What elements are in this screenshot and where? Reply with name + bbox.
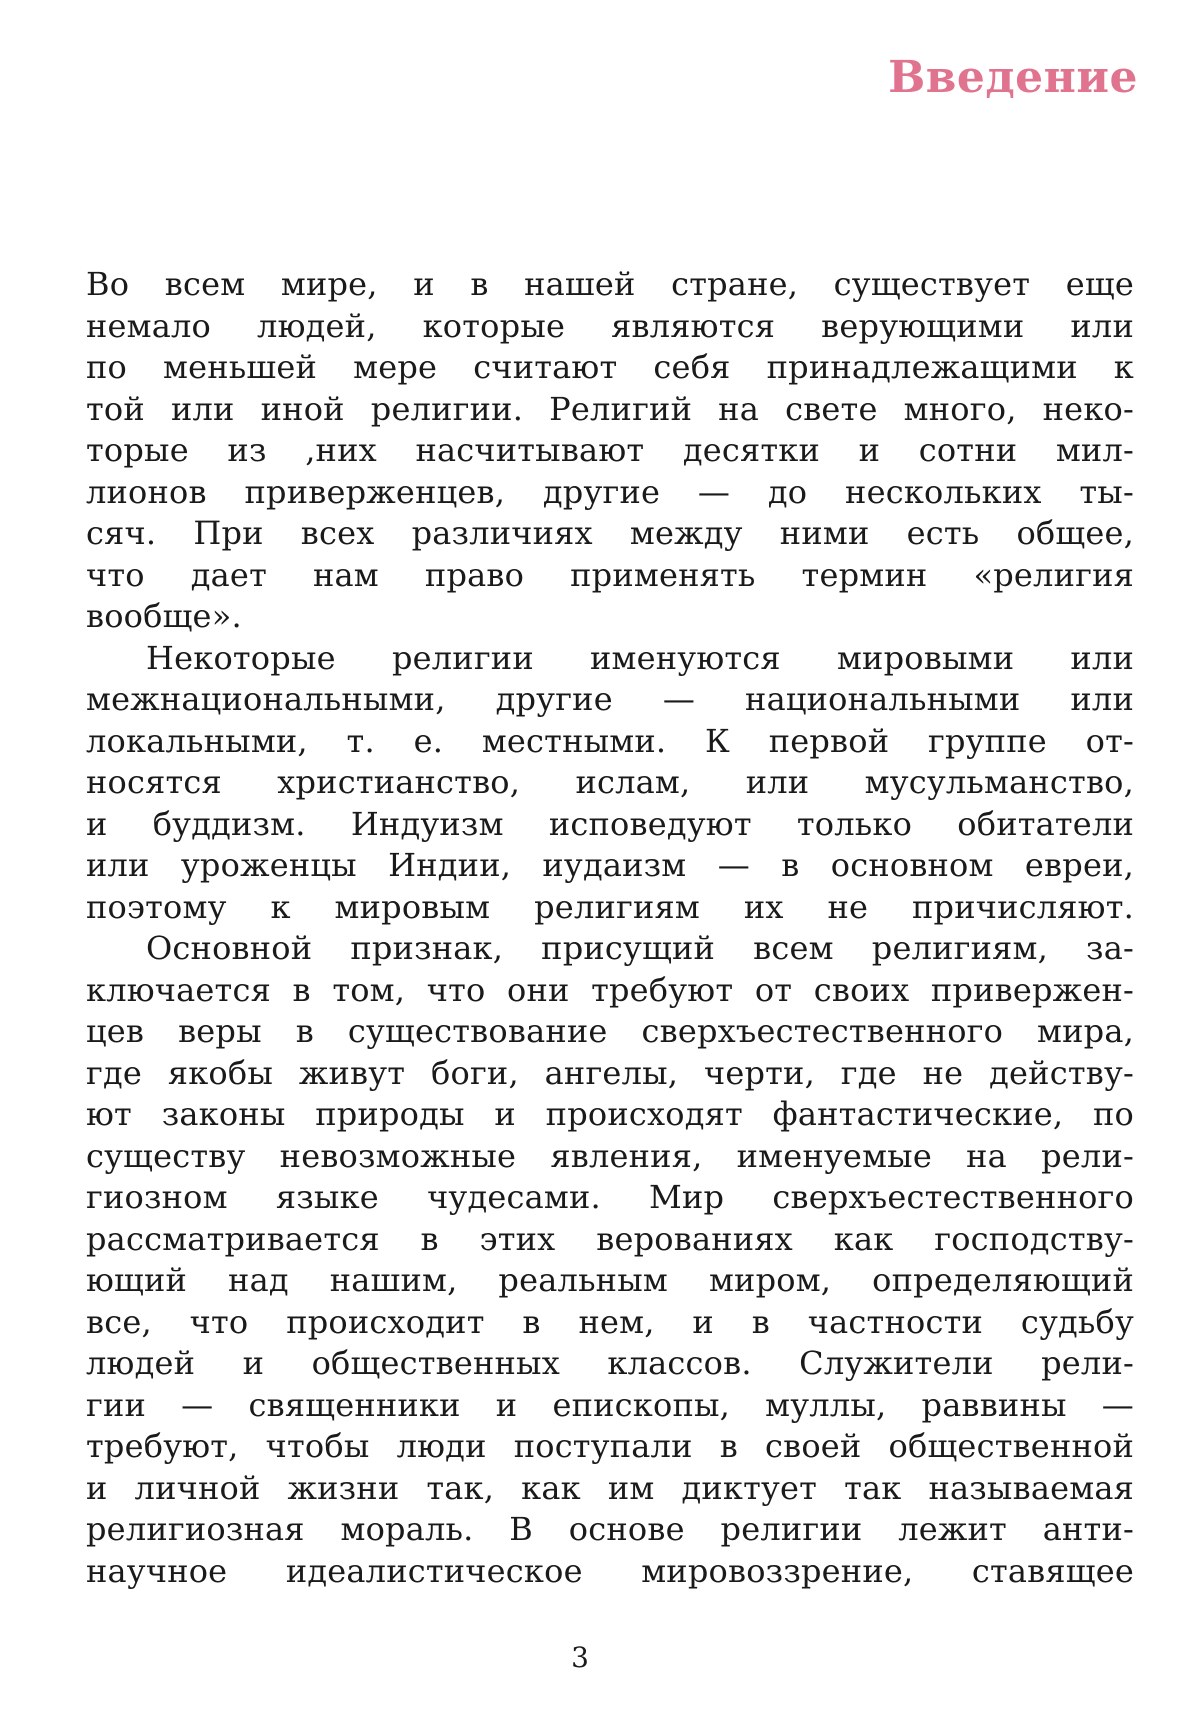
text-line: Основной признак, присущий всем религиям, за-: [146, 929, 1134, 967]
text-line: вообще».: [86, 597, 242, 635]
text-line: гии — священники и епископы, муллы, раввины —: [86, 1385, 1134, 1424]
text-line: людей и общественных классов. Служители рели-: [86, 1344, 1134, 1382]
chapter-title: Введение: [888, 52, 1138, 103]
text-line: цев веры в существование сверхъестественного мира,: [86, 1012, 1134, 1050]
text-line: носятся христианство, ислам, или мусульманство,: [86, 763, 1134, 801]
text-line: немало людей, которые являются верующими или: [86, 306, 1134, 345]
text-line: торые из ,них насчитывают десятки и сотни мил-: [86, 431, 1134, 469]
text-line: и буддизм. Индуизм исповедуют только обитатели: [86, 804, 1134, 843]
body-text: [86, 264, 1134, 1592]
text-line: что дает нам право применять термин «религия: [86, 555, 1134, 594]
paragraph-3: [86, 928, 1134, 1592]
text-line: той или иной религии. Религий на свете много, неко-: [86, 389, 1134, 428]
text-line: сяч. При всех различиях между ними есть общее,: [86, 514, 1134, 552]
paragraph-1: [86, 264, 1134, 638]
text-line: гиозном языке чудесами. Мир сверхъестественного: [86, 1178, 1134, 1216]
text-line: где якобы живут боги, ангелы, черти, где не действу-: [86, 1053, 1134, 1092]
text-line: или уроженцы Индии, иудаизм — в основном евреи,: [86, 846, 1134, 884]
text-line: поэтому к мировым религиям их не причисляют.: [86, 887, 1134, 926]
text-line: требуют, чтобы люди поступали в своей общественной: [86, 1427, 1134, 1465]
text-line: ющий над нашим, реальным миром, определяющий: [86, 1261, 1134, 1299]
text-line: локальными, т. е. местными. К первой группе от-: [86, 721, 1134, 760]
paragraph-2: [86, 638, 1134, 929]
text-line: все, что происходит в нем, и в частности судьбу: [86, 1302, 1134, 1341]
text-line: рассматривается в этих верованиях как господству-: [86, 1219, 1134, 1258]
text-line: существу невозможные явления, именуемые на рели-: [86, 1136, 1134, 1175]
text-line: и личной жизни так, как им диктует так называемая: [86, 1468, 1134, 1507]
text-line: по меньшей мере считают себя принадлежащими к: [86, 348, 1134, 386]
text-line: научное идеалистическое мировоззрение, ставящее: [86, 1551, 1134, 1590]
text-line: межнациональными, другие — национальными или: [86, 680, 1134, 718]
text-line: лионов приверженцев, другие — до нескольких ты-: [86, 472, 1134, 511]
text-line: Во всем мире, и в нашей стране, существует еще: [86, 265, 1134, 303]
text-line: ключается в том, что они требуют от своих привержен-: [86, 970, 1134, 1009]
text-line: ют законы природы и происходят фантастические, по: [86, 1095, 1134, 1133]
text-line: Некоторые религии именуются мировыми или: [146, 638, 1134, 677]
page-number: 3: [571, 1641, 589, 1674]
text-line: религиозная мораль. В основе религии лежит анти-: [86, 1510, 1134, 1548]
